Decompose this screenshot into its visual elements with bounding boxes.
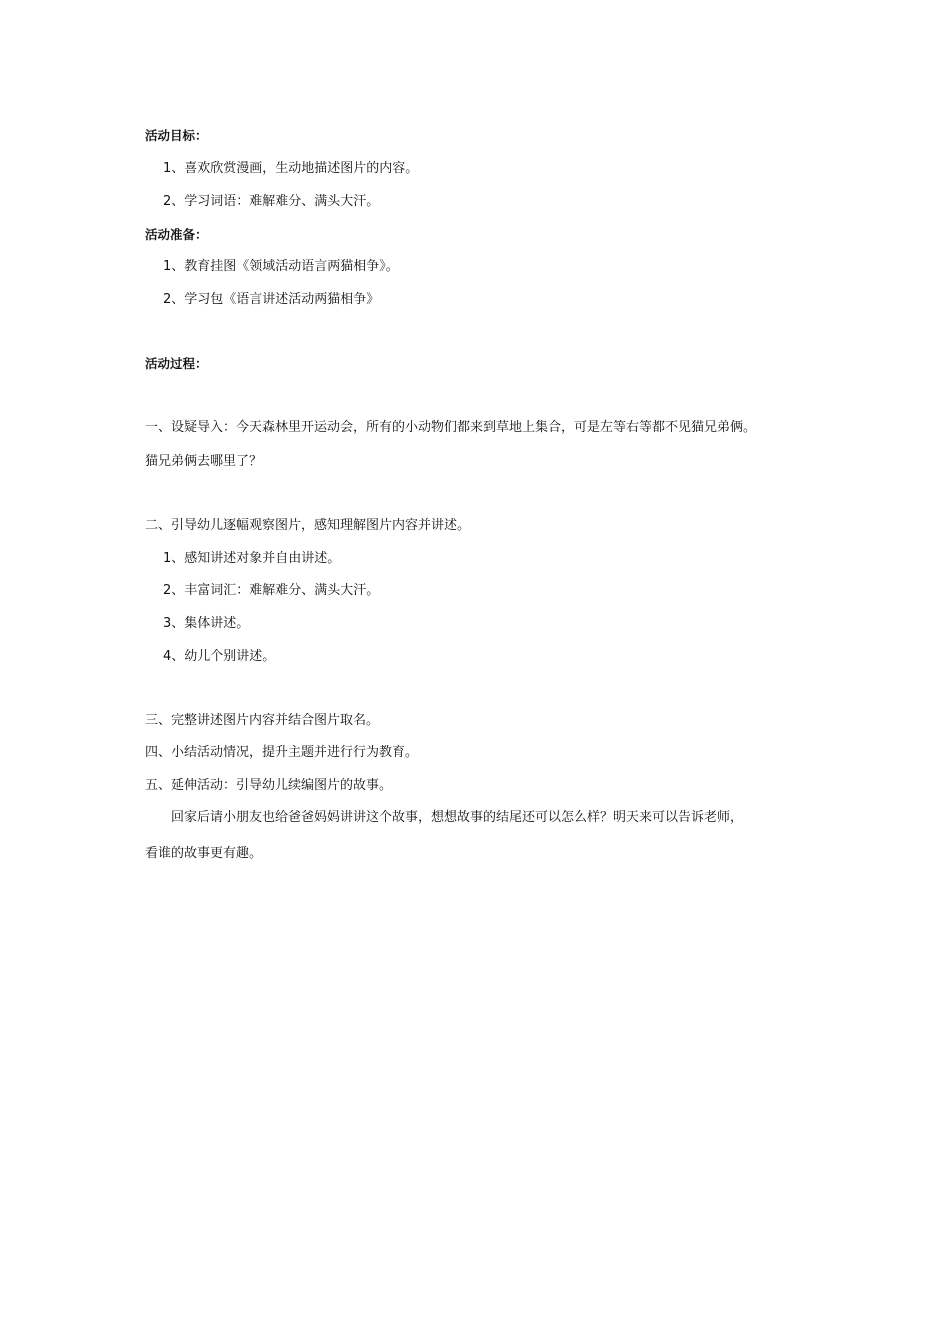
preparation-item-2: [163, 291, 379, 309]
process-step5: 五、延伸活动：引导幼儿续编图片的故事。: [145, 778, 393, 793]
process-step2-title: 二、引导幼儿逐幅观察图片，感知理解图片内容并讲述。: [145, 518, 471, 533]
process-step2-item-3-num: 3: [163, 616, 172, 631]
process-step3: 三、完整讲述图片内容并结合图片取名。: [145, 713, 380, 728]
process-step2-item-1-text: 、感知讲述对象并自由讲述。: [171, 551, 341, 566]
goals-item-1-num: 1: [163, 161, 172, 176]
process-step2-item-4-num: 4: [163, 649, 172, 664]
goals-item-2-text: 、学习词语：难解难分、满头大汗。: [171, 194, 380, 209]
process-step2-item-2-text: 、丰富词汇：难解难分、满头大汗。: [171, 583, 380, 598]
process-step2-item-3-text: 、集体讲述。: [171, 616, 250, 631]
goals-item-1: [163, 160, 418, 178]
process-step1-line2: 猫兄弟俩去哪里了？: [145, 454, 263, 469]
process-step2-item-1-num: 1: [163, 551, 172, 566]
preparation-item-2-num: 2: [163, 292, 172, 307]
process-step2-item-3: [163, 615, 249, 633]
preparation-item-2-text: 、学习包《语言讲述活动两猫相争》: [171, 292, 380, 307]
preparation-item-1-text: 、教育挂图《领域活动语言两猫相争》。: [171, 259, 399, 274]
process-step2-item-1: [163, 550, 340, 568]
goals-item-2-num: 2: [163, 194, 172, 209]
goals-heading: 活动目标：: [145, 128, 208, 143]
preparation-item-1: [163, 258, 399, 276]
process-step1-line1: 一、设疑导入：今天森林里开运动会，所有的小动物们都来到草地上集合，可是左等右等都不见猫兄弟俩。: [145, 420, 757, 435]
preparation-item-1-num: 1: [163, 259, 172, 274]
closing-line2: 看谁的故事更有趣。: [145, 846, 263, 861]
process-step2-item-4-text: 、幼儿个别讲述。: [171, 649, 276, 664]
process-step2-item-2-num: 2: [163, 583, 172, 598]
goals-item-1-text: 、喜欢欣赏漫画，生动地描述图片的内容。: [171, 161, 419, 176]
process-step2-item-4: [163, 648, 275, 666]
goals-item-2: [163, 193, 379, 211]
process-step4: 四、小结活动情况，提升主题并进行行为教育。: [145, 745, 419, 760]
process-step2-item-2: [163, 582, 379, 600]
preparation-heading: 活动准备：: [145, 227, 208, 242]
process-heading: 活动过程：: [145, 356, 208, 371]
closing-line1: 回家后请小朋友也给爸爸妈妈讲讲这个故事，想想故事的结尾还可以怎么样？明天来可以告诉老师，: [171, 810, 744, 825]
